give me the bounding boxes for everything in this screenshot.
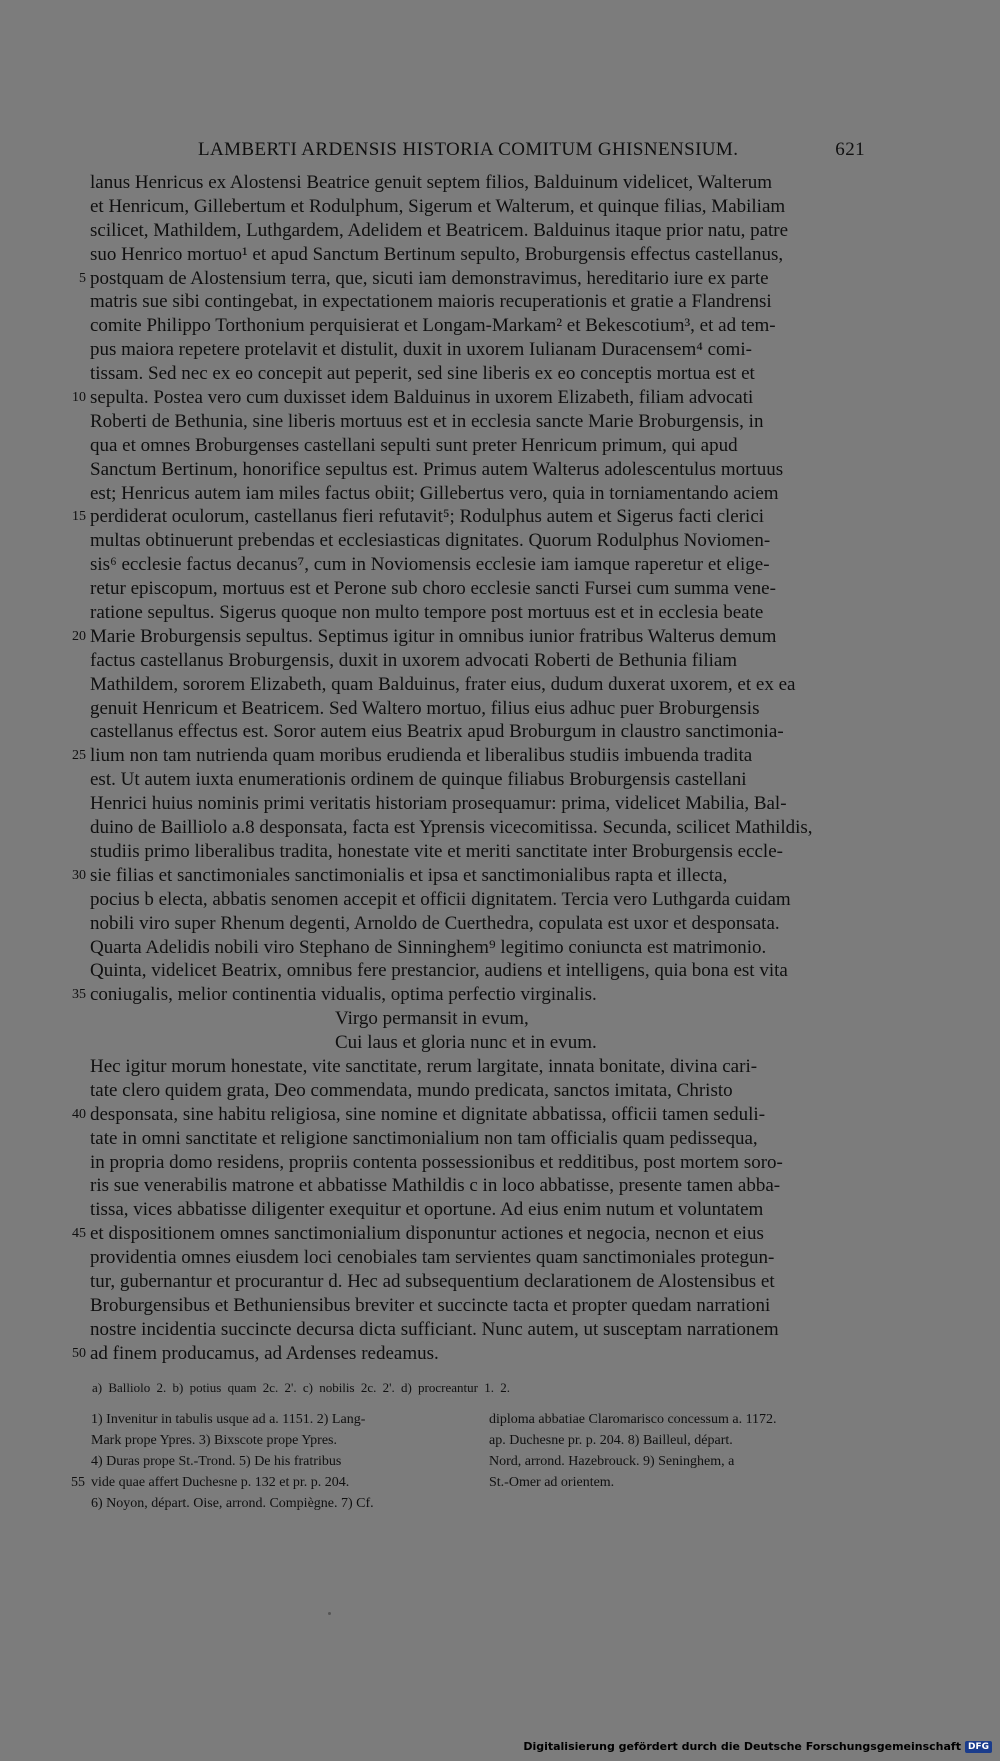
- page-number: 621: [835, 139, 865, 160]
- line-text: factus castellanus Broburgensis, duxit in uxorem advocati Roberti de Bethunia filiam: [90, 649, 738, 671]
- text-line: [90, 720, 870, 744]
- text-line: [90, 601, 870, 625]
- footnote-line: [91, 1451, 481, 1472]
- footnote-line: [489, 1409, 874, 1430]
- footnote-text: ap. Duchesne pr. p. 204. 8) Bailleul, départ.: [489, 1433, 733, 1448]
- line-text: est. Ut autem iuxta enumerationis ordinem de quinque filiabus Broburgensis castellani: [90, 769, 747, 791]
- text-line: [72, 505, 870, 529]
- scan-speck: [328, 1612, 331, 1615]
- text-line: [72, 1103, 870, 1127]
- footnote-line: [91, 1493, 481, 1514]
- line-text: postquam de Alostensium terra, que, sicuti iam demonstravimus, hereditario iure ex parte: [90, 267, 769, 289]
- text-line: [90, 314, 870, 338]
- text-line: [90, 243, 870, 267]
- text-line: [90, 1198, 870, 1222]
- line-text: Mathildem, sororem Elizabeth, quam Balduinus, frater eius, dudum duxerat uxorem, et ex ea: [90, 673, 796, 695]
- line-number: 55: [71, 1475, 85, 1490]
- line-text: ratione sepultus. Sigerus quoque non multo tempore post mortuus est et in ecclesia beate: [90, 602, 764, 624]
- text-line: [90, 1270, 870, 1294]
- line-text: lium non tam nutrienda quam moribus erudienda et liberalibus studiis imbuenda tradita: [90, 745, 753, 767]
- line-text: Cui laus et gloria nunc et in evum.: [335, 1032, 597, 1054]
- footnote-text: diploma abbatiae Claromarisco concessum a. 1172.: [489, 1412, 777, 1427]
- line-number: 20: [72, 628, 86, 644]
- line-text: multas obtinuerunt prebendas et ecclesiasticas dignitates. Quorum Rodulphus Noviomen-: [90, 530, 771, 552]
- line-number: 15: [72, 509, 86, 525]
- line-text: scilicet, Mathildem, Luthgardem, Adelidem et Beatricem. Balduinus itaque prior natu, patre: [90, 219, 789, 241]
- line-text: Quinta, videlicet Beatrix, omnibus fere prestancior, audiens et intelligens, quia bona est vita: [90, 960, 788, 982]
- line-number: 45: [72, 1226, 86, 1242]
- line-text: pocius b electa, abbatis senomen accepit et officii dignitatem. Tercia vero Luthgarda cuidam: [90, 888, 791, 910]
- text-line: [90, 1174, 870, 1198]
- line-text: tate clero quidem grata, Deo commendata, mundo predicata, sanctos imitata, Christo: [90, 1079, 733, 1101]
- line-text: comite Philippo Torthonium perquisierat et Longam-Markam² et Bekescotium³, et ad tem-: [90, 315, 776, 337]
- line-text: tur, gubernantur et procurantur d. Hec ad subsequentium declarationem de Alostensibus et: [90, 1270, 775, 1292]
- line-text: ad finem producamus, ad Ardenses redeamus.: [90, 1342, 439, 1364]
- line-text: sepulta. Postea vero cum duxisset idem Balduinus in uxorem Elizabeth, filiam advocati: [90, 387, 754, 409]
- text-line: [90, 1151, 870, 1175]
- footnote-line: [91, 1430, 481, 1451]
- line-text: Marie Broburgensis sepultus. Septimus igitur in omnibus iunior fratribus Walterus demum: [90, 625, 777, 647]
- footnote-text: 1) Invenitur in tabulis usque ad a. 1151. 2) Lang-: [91, 1412, 366, 1427]
- footnote-text: Nord, arrond. Hazebrouck. 9) Seninghem, a: [489, 1454, 735, 1469]
- footnote-line: [489, 1430, 874, 1451]
- credit-text: Digitalisierung gefördert durch die Deutsche Forschungsgemeinschaft: [523, 1740, 961, 1753]
- line-text: genuit Henricum et Beatricem. Sed Waltero mortuo, filius eius adhuc puer Broburgensis: [90, 697, 760, 719]
- line-text: Hec igitur morum honestate, vite sanctitate, rerum largitate, innata bonitate, divina cari-: [90, 1055, 758, 1077]
- line-number: 40: [72, 1106, 86, 1122]
- line-text: duino de Bailliolo a.8 desponsata, facta est Yprensis vicecomitissa. Secunda, scilicet Mathildis,: [90, 817, 813, 839]
- footnote-text: 6) Noyon, départ. Oise, arrond. Compiègne. 7) Cf.: [91, 1496, 374, 1511]
- line-number: 5: [79, 270, 86, 286]
- text-line: [90, 529, 870, 553]
- text-line: [90, 577, 870, 601]
- line-text: matris sue sibi contingebat, in expectationem maioris recuperationis et gratie a Flandrensi: [90, 291, 772, 313]
- line-text: Virgo permansit in evum,: [335, 1008, 529, 1030]
- text-line: [90, 458, 870, 482]
- text-line: [90, 195, 870, 219]
- text-line: [90, 338, 870, 362]
- dfg-logo-badge: DFG: [965, 1741, 992, 1753]
- text-line: [90, 792, 870, 816]
- line-text: suo Henrico mortuo¹ et apud Sanctum Bertinum sepulto, Broburgensis effectus castellanus,: [90, 243, 784, 265]
- text-line: [90, 1031, 870, 1055]
- line-text: perdiderat oculorum, castellanus fieri refutavit⁵; Rodulphus autem et Sigerus facti clerici: [90, 506, 765, 528]
- line-text: Henrici huius nominis primi veritatis historiam prosequamur: prima, videlicet Mabilia, Bal-: [90, 793, 787, 815]
- text-line: [90, 768, 870, 792]
- text-line: [90, 1055, 870, 1079]
- line-text: et Henricum, Gillebertum et Rodulphum, Sigerum et Walterum, et quinque filias, Mabiliam: [90, 195, 786, 217]
- text-line: [90, 434, 870, 458]
- text-line: [90, 649, 870, 673]
- line-number: 25: [72, 748, 86, 764]
- text-line: [90, 482, 870, 506]
- line-number: 10: [72, 390, 86, 406]
- text-line: [90, 888, 870, 912]
- text-line: [72, 1222, 870, 1246]
- text-line: [90, 219, 870, 243]
- line-text: sie filias et sanctimoniales sanctimonialis et ipsa et sanctimonialibus rapta et illecta,: [90, 864, 728, 886]
- line-text: studiis primo liberalibus tradita, honestate vite et meriti sanctitate inter Broburgensis eccle-: [90, 840, 783, 862]
- text-line: [72, 1342, 870, 1366]
- line-text: ris sue venerabilis matrone et abbatisse Mathildis c in loco abbatisse, presente tamen abba-: [90, 1175, 781, 1197]
- line-number: 35: [72, 987, 86, 1003]
- footnote-line: [71, 1472, 481, 1493]
- text-line: [90, 171, 870, 195]
- line-text: est; Henricus autem iam miles factus obiit; Gillebertus vero, quia in torniamentando aciem: [90, 482, 779, 504]
- footnotes-left-column: [71, 1409, 481, 1514]
- text-line: [90, 959, 870, 983]
- text-line: [90, 362, 870, 386]
- line-text: in propria domo residens, propriis contenta possessionibus et redditibus, post mortem soro-: [90, 1151, 783, 1173]
- footnotes-right-column: [489, 1409, 874, 1493]
- text-line: [72, 625, 870, 649]
- footnote-text: St.-Omer ad orientem.: [489, 1475, 615, 1490]
- line-text: coniugalis, melior continentia vidualis, optima perfectio virginalis.: [90, 984, 597, 1006]
- footnote-text: 4) Duras prope St.-Trond. 5) De his fratribus: [91, 1454, 342, 1469]
- line-text: tissa, vices abbatisse diligenter exequitur et oportune. Ad eius enim nutum et voluntatem: [90, 1199, 764, 1221]
- footnote-text: Mark prope Ypres. 3) Bixscote prope Ypres.: [91, 1433, 337, 1448]
- text-line: [72, 386, 870, 410]
- text-line: [90, 553, 870, 577]
- footnote-line: [489, 1472, 874, 1493]
- line-text: Quarta Adelidis nobili viro Stephano de Sinninghem⁹ legitimo coniuncta est matrimonio.: [90, 936, 767, 958]
- text-line: [72, 983, 870, 1007]
- line-text: nostre incidentia succincte decursa dicta sufficiant. Nunc autem, ut susceptam narrationem: [90, 1318, 779, 1340]
- footnote-text: vide quae affert Duchesne p. 132 et pr. p. 204.: [91, 1475, 350, 1490]
- text-line: [90, 1127, 870, 1151]
- footnote-line: [91, 1409, 481, 1430]
- text-line: [90, 410, 870, 434]
- line-number: 30: [72, 867, 86, 883]
- line-text: retur episcopum, mortuus est et Perone sub choro ecclesie sancti Fursei cum summa vene-: [90, 578, 776, 600]
- line-text: castellanus effectus est. Soror autem eius Beatrix apud Broburgum in claustro sanctimonia-: [90, 721, 784, 743]
- text-line: [72, 744, 870, 768]
- text-line: [90, 673, 870, 697]
- main-text: [72, 171, 870, 1366]
- line-text: nobili viro super Rhenum degenti, Arnoldo de Cuerthedra, copulata est uxor et desponsata.: [90, 912, 780, 934]
- line-text: lanus Henricus ex Alostensi Beatrice genuit septem filios, Balduinum videlicet, Walterum: [90, 172, 772, 193]
- line-text: Roberti de Bethunia, sine liberis mortuus est et in ecclesia sancte Marie Broburgensis, in: [90, 410, 764, 432]
- running-title: LAMBERTI ARDENSIS HISTORIA COMITUM GHISNENSIUM.: [198, 139, 739, 160]
- text-line: [90, 912, 870, 936]
- line-text: tate in omni sanctitate et religione sanctimonialium non tam officialis quam pedissequa,: [90, 1127, 758, 1149]
- text-line: [72, 864, 870, 888]
- text-line: [90, 697, 870, 721]
- text-line: [90, 840, 870, 864]
- line-text: pus maiora repetere protelavit et distulit, duxit in uxorem Iulianam Duracensem⁴ comi-: [90, 339, 752, 361]
- footnote-line: [489, 1451, 874, 1472]
- text-line: [90, 1007, 870, 1031]
- line-text: Sanctum Bertinum, honorifice sepultus est. Primus autem Walterus adolescentulus mortuus: [90, 458, 784, 480]
- text-line: [90, 1246, 870, 1270]
- variant-notes: a) Balliolo 2. b) potius quam 2c. 2'. c) nobilis 2c. 2'. d) procreantur 1. 2.: [92, 1380, 510, 1395]
- text-line: [79, 267, 870, 291]
- line-text: qua et omnes Broburgenses castellani sepulti sunt preter Henricum primum, qui apud: [90, 434, 738, 456]
- line-text: sis⁶ ecclesie factus decanus⁷, cum in Noviomensis ecclesie iam iamque raperetur et elige-: [90, 554, 770, 576]
- text-line: [90, 1318, 870, 1342]
- text-line: [90, 816, 870, 840]
- text-line: [90, 936, 870, 960]
- digitization-credit: [523, 1740, 992, 1753]
- text-line: [90, 290, 870, 314]
- line-text: et dispositionem omnes sanctimonialium disponuntur actiones et negocia, necnon et eius: [90, 1223, 764, 1245]
- line-number: 50: [72, 1345, 86, 1361]
- line-text: desponsata, sine habitu religiosa, sine nomine et dignitate abbatissa, officii tamen seduli-: [90, 1103, 766, 1125]
- text-line: [90, 1294, 870, 1318]
- line-text: providentia omnes eiusdem loci cenobiales tam servientes quam sanctimoniales protegun-: [90, 1247, 775, 1269]
- line-text: tissam. Sed nec ex eo concepit aut peperit, sed sine liberis ex eo conceptis mortua est et: [90, 363, 755, 385]
- line-text: Broburgensibus et Bethuniensibus breviter et succincte tacta et propter quedam narrationi: [90, 1294, 771, 1316]
- text-line: [90, 1079, 870, 1103]
